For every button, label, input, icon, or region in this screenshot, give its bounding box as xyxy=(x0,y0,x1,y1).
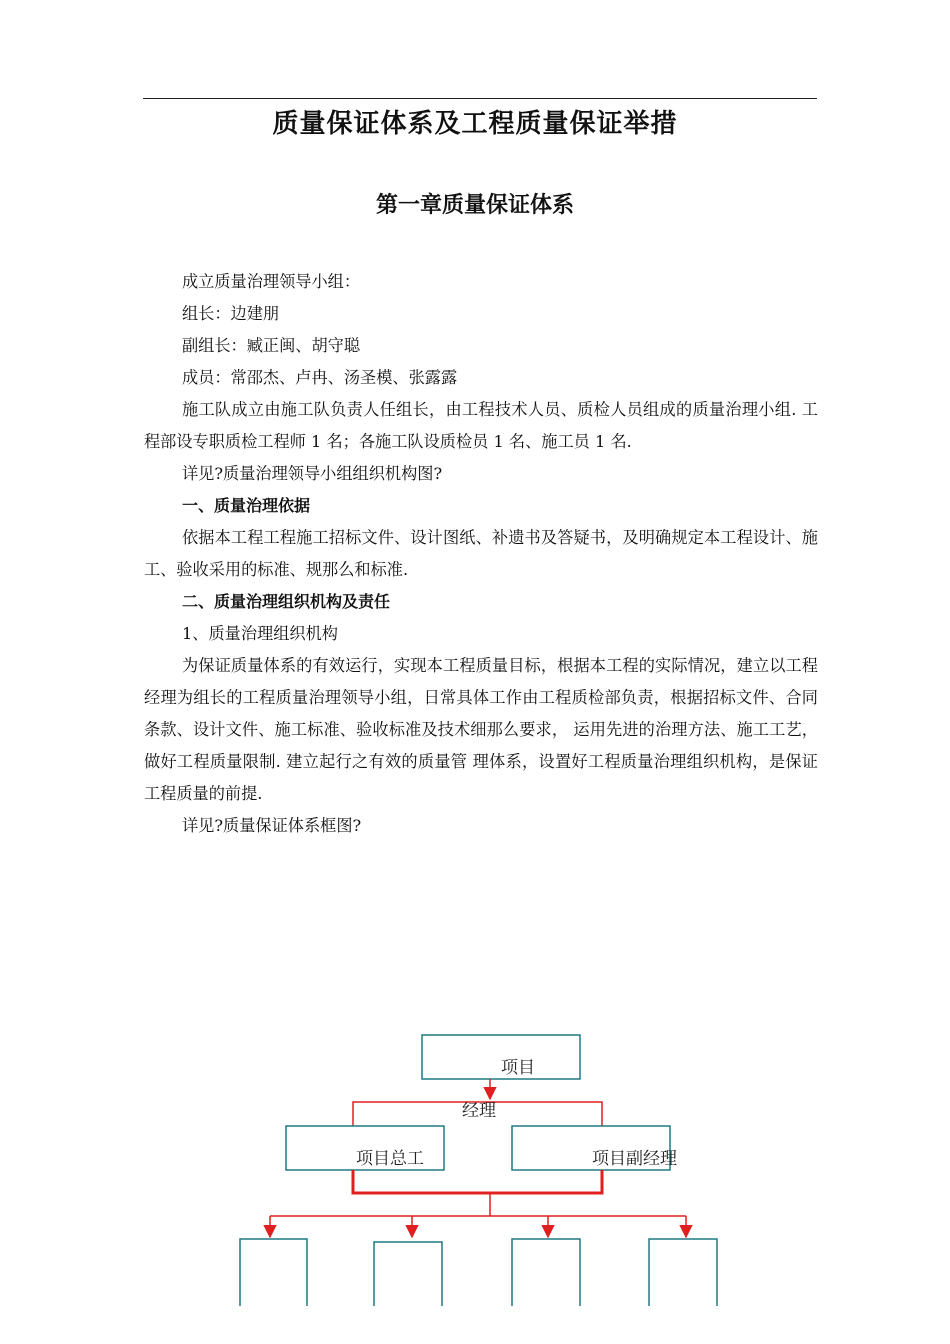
department-box xyxy=(240,1239,307,1306)
paragraph: 为保证质量体系的有效运行，实现本工程质量目标，根据本工程的实际情况，建立以工程经理为组长的工程质量治理领导小组，日常具体工作由工程质检部负责，根据招标文件、合同条款、设计文件、施工标准、验收标准及技术细那么要求， 运用先进的治理方法、施工工艺，做好工程质量限制. 建立起行之有效的质量管 理体系，设置好工程质量治理组织机构，是保证工程质量的前提. xyxy=(144,656,818,803)
project-manager-label-a: 项目 xyxy=(501,1058,535,1078)
section-heading: 二、质量治理组织机构及责任 xyxy=(182,592,391,611)
paragraph: 副组长：臧正闽、胡守聪 xyxy=(182,336,361,355)
document-title: 质量保证体系及工程质量保证举措 xyxy=(272,109,678,139)
connector-middle xyxy=(353,1170,602,1193)
chief-engineer-label: 项目总工 xyxy=(356,1149,424,1169)
paragraph: 成员：常邵杰、卢冉、汤圣模、张露露 xyxy=(182,368,458,387)
paragraph: 详见?质量治理领导小组组织机构图? xyxy=(182,464,443,483)
department-box xyxy=(512,1239,580,1306)
deputy-manager-label: 项目副经理 xyxy=(592,1149,677,1169)
department-box xyxy=(374,1242,442,1306)
chapter-heading: 第一章质量保证体系 xyxy=(375,193,574,218)
section-heading: 一、质量治理依据 xyxy=(182,496,311,515)
paragraph: 组长：边建朋 xyxy=(182,304,280,323)
paragraph: 依据本工程工程施工招标文件、设计图纸、补遗书及答疑书，及明确规定本工程设计、施工、验收采用的标准、规那么和标准. xyxy=(144,528,818,579)
department-box xyxy=(649,1239,717,1306)
paragraph: 施工队成立由施工队负责人任组长，由工程技术人员、质检人员组成的质量治理小组. 工程部设专职质检工程师 1 名；各施工队设质检员 1 名、施工员 1 名. xyxy=(144,400,818,451)
subsection-heading: 1、质量治理组织机构 xyxy=(182,624,338,643)
project-manager-label-b: 经理 xyxy=(462,1101,496,1121)
paragraph: 详见?质量保证体系框图? xyxy=(182,816,362,835)
paragraph: 成立质量治理领导小组： xyxy=(182,272,361,291)
